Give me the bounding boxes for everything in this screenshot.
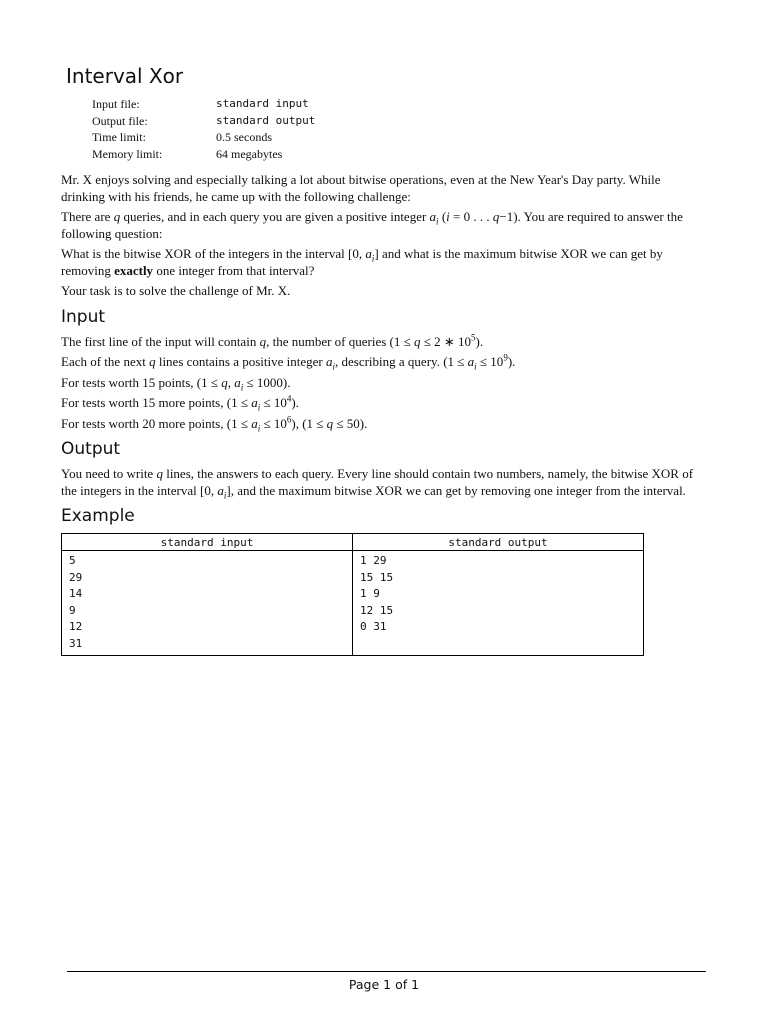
- input-heading: Input: [61, 306, 106, 327]
- output-heading: Output: [61, 439, 121, 459]
- example-input-line: 9: [69, 603, 76, 617]
- example-input-header: standard input: [62, 534, 353, 551]
- limit-value: 64 megabytes: [216, 146, 283, 161]
- input-line-1: The first line of the input will contain q, the number of queries (1 ≤ q ≤ 2 ∗ $10^5$).: [61, 332, 484, 349]
- limit-value: standard input: [216, 97, 309, 110]
- input-line-5: For tests worth 20 more points, $(1 \le a_i \le 10^6)$, (1 ≤ q ≤ 50).: [61, 414, 368, 434]
- limit-value: 0.5 seconds: [216, 130, 272, 144]
- statement-paragraph-1: Mr. X enjoys solving and especially talking a lot about bitwise operations, even at the New Year's Day party. While drinking with his friends, he came up with the following challenge:: [61, 172, 661, 204]
- limit-label: Input file:: [92, 97, 140, 111]
- limit-row-time: [92, 129, 315, 146]
- limit-row-output: [92, 113, 315, 130]
- statement-paragraph-2: There are q queries, and in each query you are given a positive integer $a_i$ (i = 0 . . . q−1). You are required to answer the following question:: [61, 209, 683, 241]
- emphasis-exactly: exactly: [114, 262, 154, 278]
- input-line-3: For tests worth 15 points, (1 ≤ q, $a_i \le 1000$).: [61, 374, 291, 393]
- example-output-header: standard output: [353, 534, 644, 551]
- limit-label: Output file:: [92, 113, 148, 128]
- example-output-line: 12 15: [360, 603, 394, 617]
- example-output-line: 1 9: [360, 587, 380, 600]
- problem-body: [61, 172, 701, 656]
- input-line-2: Each of the next q lines contains a positive integer $a_i$, describing a query. $(1 \le a_i \le 10^9)$.: [61, 352, 516, 372]
- example-heading: Example: [61, 506, 135, 526]
- footer-divider: [67, 971, 706, 972]
- output-paragraph: You need to write q lines, the answers to each query. Every line should contain two numbers, namely, the bitwise XOR of the integers in the interval [0, $a_i$], and the maximum bitwise XOR we can get by removing one integer from the interval.: [61, 466, 694, 501]
- limit-label: Memory limit:: [92, 146, 163, 161]
- limits-table: [92, 96, 315, 162]
- limit-value: standard output: [216, 113, 316, 127]
- statement-paragraph-3: What is the bitwise XOR of the integers in the interval [0, $a_i$] and what is the maximum bitwise XOR we can get by removing exactly one integer from that interval?: [61, 246, 663, 278]
- problem-title: Interval Xor: [66, 64, 184, 88]
- example-output-cell: [353, 551, 644, 656]
- example-output-line: 1 29: [360, 554, 387, 567]
- statement-paragraph-4: Your task is to solve the challenge of Mr. X.: [61, 283, 291, 298]
- page-number: Page 1 of 1: [348, 977, 420, 992]
- example-input-line: 31: [69, 636, 83, 650]
- example-input-line: 5: [69, 554, 76, 567]
- example-input-line: 29: [69, 570, 83, 584]
- example-input-line: 12: [69, 620, 83, 633]
- example-input-cell: [62, 551, 353, 656]
- example-input-line: 14: [69, 587, 83, 600]
- example-output-line: 15 15: [360, 570, 394, 584]
- example-output-line: 0 31: [360, 620, 387, 633]
- input-line-4: For tests worth 15 more points, $(1 \le a_i \le 10^4)$.: [61, 393, 299, 413]
- limit-row-input: [92, 96, 315, 113]
- example-table: [61, 533, 644, 656]
- limit-row-memory: [92, 146, 315, 163]
- limit-label: Time limit:: [92, 130, 146, 144]
